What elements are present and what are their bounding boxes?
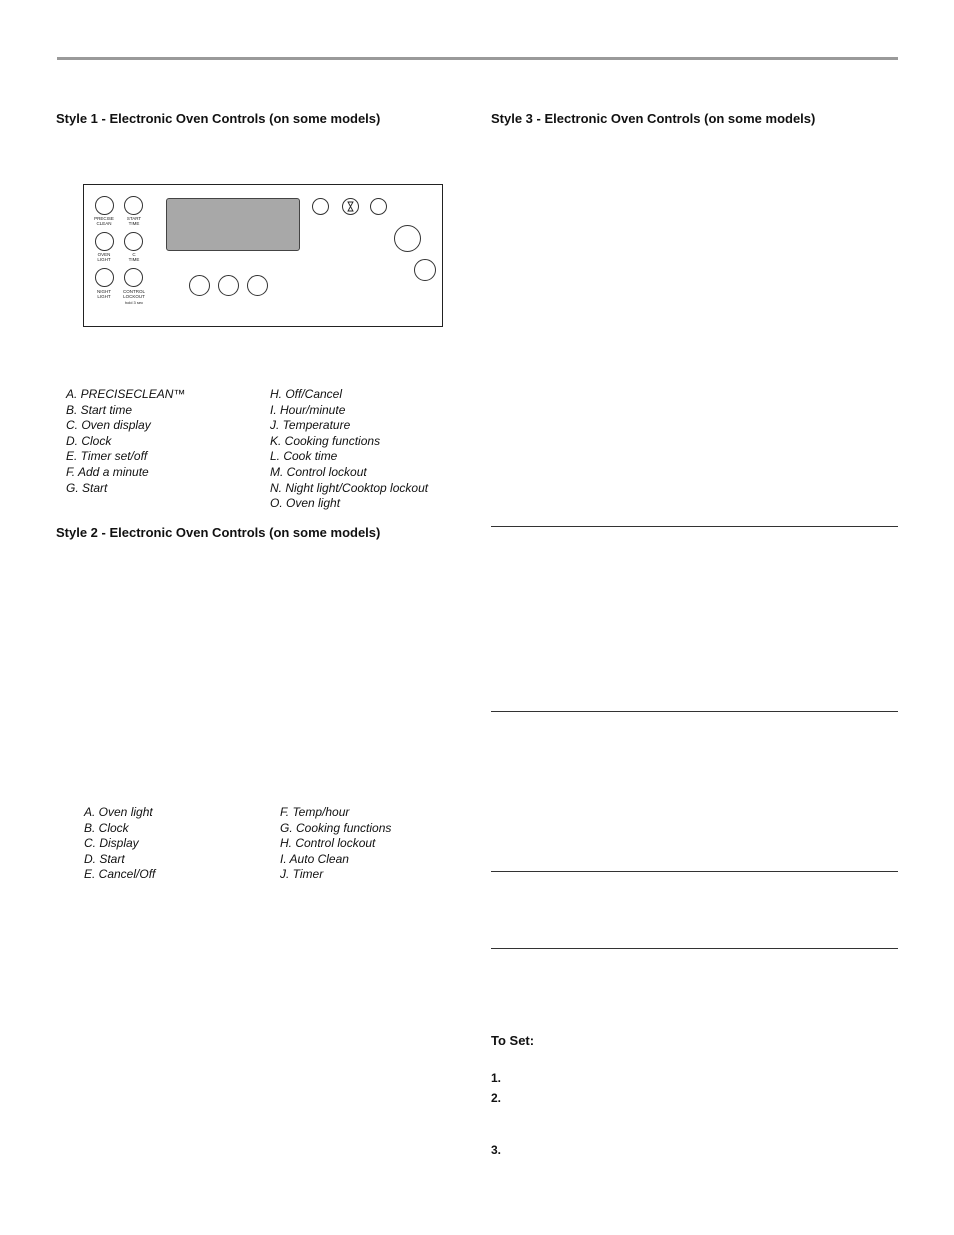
precise-clean-label: PRECISE CLEAN [94, 216, 114, 226]
step-number: 3. [491, 1143, 502, 1157]
panel-button-3 [247, 275, 268, 296]
legend-item: H. Control lockout [280, 836, 376, 851]
right-button [414, 259, 436, 281]
panel-button-1 [189, 275, 210, 296]
section-divider [491, 871, 898, 872]
style3-heading: Style 3 - Electronic Oven Controls (on some models) [491, 111, 816, 126]
to-set-heading: To Set: [491, 1033, 535, 1048]
style1-legend-right [270, 387, 428, 512]
legend-item: K. Cooking functions [270, 433, 381, 448]
legend-item: N. Night light/Cooktop lockout [270, 480, 429, 495]
legend-item: B. Clock [84, 820, 129, 835]
legend-item: C. Display [84, 836, 139, 851]
section-divider [491, 948, 898, 949]
legend-item: E. Cancel/Off [84, 867, 156, 882]
hourglass-icon [343, 199, 358, 214]
legend-item: A. Oven light [84, 805, 153, 819]
style2-legend-left [84, 805, 155, 883]
legend-item: O. Oven light [270, 496, 341, 511]
style1-legend-left [66, 387, 185, 496]
legend-item: E. Timer set/off [66, 449, 148, 464]
precise-clean-button [95, 196, 114, 215]
legend-item: C. Oven display [66, 418, 151, 433]
style1-control-panel-diagram [83, 184, 443, 327]
cook-time-label: C TIME [128, 252, 140, 262]
panel-button-2 [218, 275, 239, 296]
night-light-button [95, 268, 114, 287]
oven-display [166, 198, 300, 251]
panel-button-4 [312, 198, 329, 215]
start-time-label: START TIME [126, 216, 142, 226]
legend-item: B. Start time [66, 402, 133, 417]
cook-time-button [124, 232, 143, 251]
style2-heading: Style 2 - Electronic Oven Controls (on some models) [56, 525, 381, 540]
panel-button-5 [370, 198, 387, 215]
legend-item: F. Temp/hour [280, 805, 350, 819]
legend-item: A. PRECISECLEAN™ [66, 387, 186, 401]
oven-light-button [95, 232, 114, 251]
legend-item: I. Hour/minute [270, 402, 346, 417]
style1-heading: Style 1 - Electronic Oven Controls (on some models) [56, 111, 381, 126]
legend-item: I. Auto Clean [280, 851, 349, 866]
legend-item: D. Start [84, 851, 125, 866]
control-lockout-button [124, 268, 143, 287]
legend-item: H. Off/Cancel [270, 387, 343, 401]
legend-item: L. Cook time [270, 449, 338, 464]
legend-item: F. Add a minute [66, 464, 149, 479]
legend-item: D. Clock [66, 433, 112, 448]
legend-item: J. Temperature [270, 418, 351, 433]
legend-item: M. Control lockout [270, 464, 367, 479]
hourglass-button [342, 198, 359, 215]
large-button [394, 225, 421, 252]
style2-legend-right [280, 805, 391, 883]
section-divider [491, 526, 898, 527]
step-number: 1. [491, 1071, 502, 1085]
legend-item: J. Timer [280, 867, 324, 882]
legend-item: G. Start [66, 480, 108, 495]
night-light-label: NIGHT LIGHT [97, 289, 111, 299]
legend-item: G. Cooking functions [280, 820, 392, 835]
oven-light-label: OVEN LIGHT [97, 252, 111, 262]
control-lockout-sublabel: hold 3 sec [124, 300, 144, 305]
control-lockout-label: CONTROL LOCKOUT [122, 289, 145, 299]
section-divider [491, 711, 898, 712]
step-number: 2. [491, 1091, 502, 1105]
start-time-button [124, 196, 143, 215]
top-rule [57, 57, 898, 60]
